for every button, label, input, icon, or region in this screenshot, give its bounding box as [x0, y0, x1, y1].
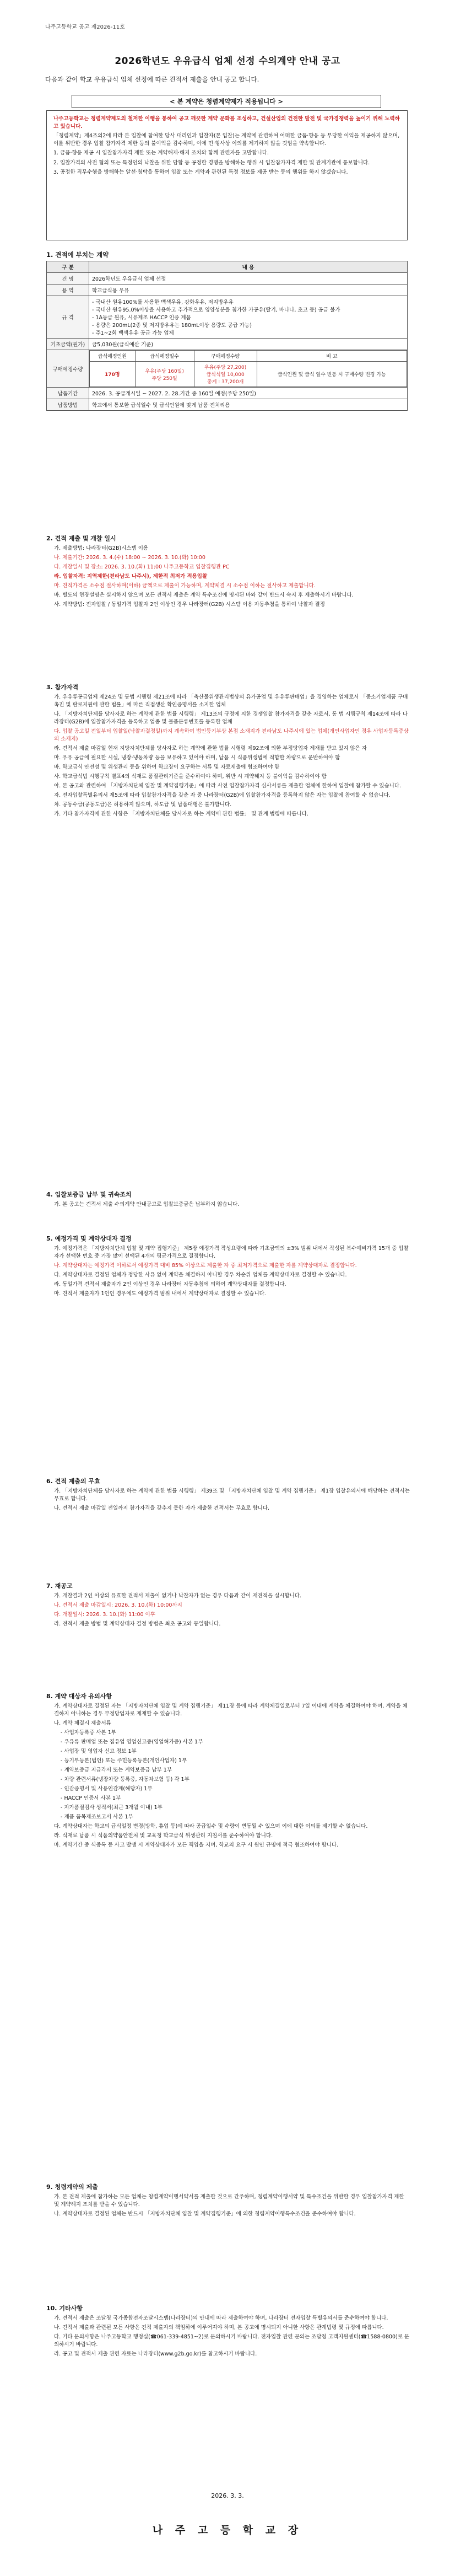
row-value-quantity	[89, 350, 408, 388]
section-line: 가. 제출방법: 나라장터(G2B)시스템 이용	[54, 545, 149, 551]
section-line: 바. 별도의 현장설명은 실시하지 않으며 모든 견적서 제출은 계약 특수조건에 명시된 바와 같이 반드시 숙지 후 제출하시기 바랍니다.	[54, 592, 354, 598]
row-label-category: 용 역	[47, 285, 89, 296]
section-4-title: 4. 입찰보증금 납부 및 귀속조치	[46, 1191, 132, 1198]
section-1-title: 1. 견적에 부치는 계약	[46, 251, 109, 259]
section-line: 나. 제출기간: 2026. 3. 4.(수) 18:00 ~ 2026. 3. 10.(화) 10:00	[54, 555, 205, 561]
section-line: 바. 학교급식 안전성 및 위생관리 등을 위하여 학교장이 요구하는 서류 및 자료제출에 협조하여야 함	[54, 764, 280, 770]
section-6	[46, 1478, 410, 1514]
document-list-item: - 자가품질검사 성적서(최근 3개월 이내) 1부	[61, 1805, 162, 1811]
section-line: 가. 개찰결과 2인 이상의 유효한 견적서 제출이 없거나 낙찰자가 없는 경우 다음과 같이 재견적을 실시합니다.	[54, 1593, 301, 1599]
integrity-notice-lead: 나주고등학교는 청렴계약제도의 철저한 이행을 통하여 공고 깨끗한 계약 문화를 조성하고, 건설산업의 건전한 발전 및 국가경쟁력을 높이기 위해 노력하고 있습니다.	[53, 116, 400, 130]
spec-line: - 용량은 200mL(2종 및 저지방우유는 180mL이상 용량도 공급 가능)	[92, 323, 252, 329]
section-line: 마. 우유 공급에 필요한 시설, 냉장·냉동차량 등을 보유하고 있어야 하며, 납품 시 식품위생법에 적합한 차량으로 운반하여야 함	[54, 755, 340, 761]
section-line: 아. 본 공고와 관련하여 「지방자치단체 입찰 및 계약집행기준」에 따라 사전 입찰참가자격 심사서류를 제출한 업체에 한하여 입찰에 참가할 수 있습니다.	[54, 783, 402, 789]
document-list-item: - 인감증명서 및 사용인감계(해당자) 1부	[61, 1786, 153, 1792]
section-9-title: 9. 청렴계약의 제출	[46, 2183, 98, 2191]
purchase-quantity-line: 총계 : 37,200개	[207, 379, 244, 385]
section-line: 마. 계약기간 중 식중독 등 사고 발생 시 계약상대자가 모든 책임을 지며, 학교의 요구 시 원인 규명에 적극 협조하여야 합니다.	[54, 1842, 339, 1848]
section-line: 가. 견적서 제출은 조달청 국가종합전자조달시스템(나라장터)의 안내에 따라 제출하여야 하며, 나라장터 전자입찰 특별유의서를 준수하여야 합니다.	[54, 2315, 388, 2321]
document-list-item: - 계약보증금 지급각서 또는 계약보증금 납부 1부	[61, 1767, 172, 1773]
section-line: 사. 계약방법: 전자입찰 / 동일가격 입찰자 2인 이상인 경우 나라장터(G2B) 시스템 이용 자동추첨을 통하여 낙찰자 결정	[54, 602, 325, 608]
section-10-title: 10. 기타사항	[46, 2305, 83, 2312]
page-title: 2026학년도 우유급식 업체 선정 수의계약 안내 공고	[115, 56, 340, 67]
section-line: 자. 전자입찰특별유의서 제5조에 따라 입찰참가자격을 갖춘 자 중 나라장터(G2B)에 입찰참가자격을 등록하지 않은 자는 입찰에 참여할 수 없습니다.	[54, 792, 391, 798]
integrity-notice-heading: < 본 계약은 청렴계약제가 적용됩니다 >	[72, 95, 381, 108]
section-line: 라. 공고 및 견적서 제출 관련 자료는 나라장터(www.g2b.go.kr)를 참고하시기 바랍니다.	[54, 2351, 257, 2357]
section-line: 가. 본 공고는 견적서 제출 수의계약 안내공고로 입찰보증금은 납부하지 않습니다.	[54, 1201, 240, 1208]
document-list-item: - HACCP 인증서 사본 1부	[61, 1795, 121, 1801]
section-line: 라. 견적서 제출 마감일 현재 지방자치단체를 당사자로 하는 계약에 관한 법률 시행령 제92조에 의한 부정당업자 제재를 받고 있지 않은 자	[54, 745, 367, 752]
section-line: 나. 견적서 제출 마감일 전일까지 참가자격을 갖추지 못한 자가 제출한 견적서는 무효로 합니다.	[54, 1505, 270, 1511]
integrity-notice-paragraph: 「청렴계약」제4조의2에 따라 본 입찰에 참여한 당사 대리인과 입찰자(본 입찰)는 계약에 관련하여 어떠한 금품·향응 등 부당한 이익을 제공하지 않으며, 이를 위반한 경우 입찰 참가자격 제한 등의 불이익을 감수하며, 이에 민·형사상 이의를 제기하지 않을 것임을 약속합니다.	[53, 133, 400, 147]
section-3-title: 3. 참가자격	[46, 684, 79, 691]
spec-line: - 국내산 원유100%를 사용한 백색우유, 강화우유, 저지방우유	[92, 299, 234, 305]
integrity-notice-box	[46, 110, 408, 240]
principal-signature: 나 주 고 등 학 교 장	[152, 2524, 303, 2536]
people-count: 170명	[90, 362, 136, 387]
section-8	[46, 1693, 410, 1851]
section-9	[46, 2183, 410, 2220]
serving-days-line: 주당 250일	[151, 375, 177, 382]
quantity-note: 급식인원 및 급식 일수 변동 시 구매수량 변경 가능	[257, 362, 407, 387]
spec-line: - 주1~2회 백색우유 공급 가능 업체	[92, 330, 174, 336]
section-line: 나. 계약상대자는 예정가격 이하로서 예정가격 대비 85% 이상으로 제출한 자 중 최저가격으로 제출한 자를 계약상대자로 결정합니다.	[54, 1263, 357, 1269]
section-7	[46, 1582, 410, 1630]
section-5-title: 5. 예정가격 및 계약상대자 결정	[46, 1235, 132, 1242]
serving-days-line: 우유(주당 160일)	[145, 368, 184, 374]
sub-header: 구매예정수량	[194, 351, 257, 362]
announcement-date: 2026. 3. 3.	[211, 2492, 244, 2499]
spec-line: - 1A등급 원유, 시유제조 HACCP 인증 제품	[92, 315, 191, 321]
section-line: 라. 동일가격 견적서 제출자가 2인 이상인 경우 나라장터 자동추첨에 의하여 계약상대자를 결정합니다.	[54, 1281, 286, 1287]
purchase-quantity	[194, 362, 257, 387]
section-line: 나. 계약상대자로 결정된 업체는 반드시 「지방자치단체 입찰 및 계약집행기준」에 의한 청렴계약이행특수조건을 준수하여야 합니다.	[54, 2211, 356, 2217]
section-line: 가. 「지방자치단체를 당사자로 하는 계약에 관한 법률 시행령」 제39조 및 「지방자치단체 입찰 및 계약 집행기준」 제1장 입찰유의서에 해당하는 견적서는 무효로 합니다.	[54, 1488, 410, 1502]
document-list-item: - 제품 품목제조보고서 사본 1부	[61, 1814, 133, 1820]
section-line: 마. 견적서 제출자가 1인인 경우에도 예정가격 범위 내에서 계약상대자로 결정할 수 있습니다.	[54, 1291, 266, 1297]
section-4	[46, 1191, 410, 1210]
row-label-spec: 규 격	[47, 296, 89, 339]
integrity-notice-item: 2. 입찰가격의 사전 협의 또는 특정인의 낙찰을 위한 담합 등 공정한 경쟁을 방해하는 행위 시 입찰참가자격 제한 및 관계기관에 통보합니다.	[53, 159, 370, 166]
section-line: 마. 견적가격은 소수점 절사하며(이하) 금액으로 제출이 가능하며, 계약체결 시 소수점 이하는 절사하고 제출합니다.	[54, 583, 316, 589]
section-6-title: 6. 견적 제출의 무효	[46, 1478, 100, 1485]
section-line: 나. 「지방자치단체를 당사자로 하는 계약에 관한 법률 시행령」 제13조의 규정에 의한 경쟁입찰 참가자격을 갖춘 자로서, 동 법 시행규칙 제14조에 따라 나라장터(G2B)에 입찰참가자격을 등록하고 업종 및 물품분류번호를 등록한 업체	[54, 711, 408, 725]
section-5	[46, 1235, 410, 1300]
quantity-subtable	[89, 350, 407, 387]
row-value-category: 학교급식용 우유	[89, 285, 408, 296]
sub-header: 비 고	[257, 351, 407, 362]
document-list-item: - 사업장 및 영업자 신고 정보 1부	[61, 1748, 137, 1754]
section-line: 차. 공동수급(공동도급)은 허용하지 않으며, 하도급 및 납품대행은 불가합니다.	[54, 802, 232, 808]
row-value-period: 2026. 3. 공급개시일 ~ 2027. 2. 28.기간 중 160일 예정(주당 250일)	[89, 388, 408, 399]
section-line: 나. 견적서 제출 마감일시: 2026. 3. 10.(화) 10:00까지	[54, 1602, 182, 1608]
section-line: 라. 입찰자격: 지역제한(전라남도 나주시), 제한적 최저가 적용입찰	[54, 573, 208, 579]
integrity-notice-item: 3. 공정한 직무수행을 방해하는 알선·청탁을 통하여 입찰 또는 계약과 관련된 특정 정보를 제공 받는 등의 행위를 하지 않겠습니다.	[53, 169, 348, 175]
row-label-name: 건 명	[47, 273, 89, 285]
row-value-place: 학교에서 통보한 급식일수 및 급식인원에 맞게 납품·전처리용	[89, 399, 408, 411]
spec-line: - 국내산 원유95.0%이상을 사용하고 추가적으로 영양성분을 첨가한 가공유(딸기, 바나나, 초코 등) 공급 불가	[92, 307, 340, 313]
section-line: 가. 계약상대자로 결정된 자는 「지방자치단체 입찰 및 계약 집행기준」 제11장 등에 따라 계약체결일로부터 7일 이내에 계약을 체결하여야 하며, 계약을 체결하지 아니하는 경우 부정당업자로 제재할 수 있습니다.	[54, 1703, 408, 1717]
section-line: 다. 기타 문의사항은 나주고등학교 행정실(☎061-339-4851~2)로 문의하시기 바랍니다. 전자입찰 관련 문의는 조달청 고객지원센터(☎1588-0800)로 문의하시기 바랍니다.	[54, 2334, 410, 2348]
section-line: 가. 본 견적 제출에 참가하는 모든 업체는 청렴계약이행서약서를 제출한 것으로 간주하며, 청렴계약이행서약 및 특수조건을 위반한 경우 입찰참가자격 제한 및 계약해지 조치를 받을 수 있습니다.	[54, 2194, 404, 2208]
section-line: 나. 견적서 제출과 관련된 모든 사항은 견적 제출자의 책임하에 이루어져야 하며, 본 공고에 명시되지 아니한 사항은 관계법령 및 규정에 따릅니다.	[54, 2325, 384, 2331]
document-number: 나주고등학교 공고 제2026-11호	[45, 24, 125, 30]
section-2	[46, 535, 410, 610]
row-label-quantity: 구매예정수량	[47, 350, 89, 388]
row-value-name: 2026학년도 우유급식 업체 선정	[89, 273, 408, 285]
document-list-item: - 우유류 판매업 또는 집유업 영업신고증(영업허가증) 사본 1부	[61, 1739, 203, 1745]
section-2-title: 2. 견적 제출 및 개찰 일시	[46, 535, 116, 542]
sub-header: 급식예정인원	[90, 351, 136, 362]
document-list-item: - 등기부등본(법인) 또는 주민등록등본(개인사업자) 1부	[61, 1758, 187, 1764]
section-line: 가. 우유류공급업체 제24조 및 동법 시행령 제21조에 따라 「축산물위생관리법상의 유가공업 및 우유류판매업」을 경영하는 업체로서 「중소기업제품 구매촉진 및 판로지원에 관한 법률」에 따른 직접생산 확인증명서를 소지한 업체	[54, 694, 408, 708]
section-line: 라. 견적서 제출 방법 및 계약상대자 결정 방법은 최초 공고와 동일합니다.	[54, 1621, 221, 1627]
section-line: 다. 개찰일시: 2026. 3. 10.(화) 11:00 이후	[54, 1612, 155, 1618]
row-label-period: 납품기간	[47, 388, 89, 399]
document-list-item: - 차량 관련서류(냉장차량 등록증, 자동차보험 등) 각 1부	[61, 1777, 189, 1783]
table-header-content: 내 용	[89, 261, 408, 273]
contract-info-table	[46, 261, 408, 411]
purchase-quantity-line: 우유(주당 27,200)	[204, 365, 247, 371]
section-line: 가. 예정가격은 「지방자치단체 입찰 및 계약 집행기준」 제5장 예정가격 작성요령에 따라 기초금액의 ±3% 범위 내에서 작성된 복수예비가격 15개 중 입찰자가 선택한 번호 중 가장 많이 선택된 4개의 평균가격으로 결정합니다.	[54, 1246, 409, 1259]
section-10	[46, 2305, 410, 2360]
table-header-item: 구 분	[47, 261, 89, 273]
section-7-title: 7. 재공고	[46, 1582, 73, 1590]
row-value-budget: 금5,030원(급식예산 기준)	[89, 339, 408, 350]
section-line: 다. 계약상대자로 결정된 업체가 정당한 사유 없이 계약을 체결하지 아니할 경우 차순위 업체를 계약상대자로 결정할 수 있습니다.	[54, 1272, 347, 1278]
sub-header: 급식예정일수	[135, 351, 194, 362]
section-8-title: 8. 계약 대상자 유의사항	[46, 1693, 112, 1700]
section-line: 카. 기타 참가자격에 관한 사항은 「지방자치단체를 당사자로 하는 계약에 관한 법률」 및 관계 법령에 따릅니다.	[54, 811, 308, 817]
section-line: 나. 계약 체결시 제출서류	[54, 1720, 111, 1726]
purchase-quantity-line: 급식식일 10,000	[206, 372, 245, 378]
row-label-place: 납품방법	[47, 399, 89, 411]
section-line: 다. 계약상대자는 학교의 급식일정 변경(방학, 휴업 등)에 따라 공급일수 및 수량이 변동될 수 있으며 이에 대한 이의를 제기할 수 없습니다.	[54, 1823, 368, 1829]
integrity-notice-item: 1. 금품·향응 제공 시 입찰참가자격 제한 또는 계약해제·해지 조치와 함께 관련자를 고발합니다.	[53, 150, 269, 156]
section-line: 다. 입찰 공고일 전일부터 입찰일(낙찰자결정일)까지 계속하여 법인등기부상 본점 소재지가 전라남도 나주시에 있는 업체(개인사업자인 경우 사업자등록증상의 소재지)	[54, 728, 409, 742]
row-value-spec	[89, 296, 408, 339]
section-line: 다. 개찰일시 및 장소: 2026. 3. 10.(화) 11:00 나주고등학교 입찰집행관 PC	[54, 564, 230, 570]
section-line: 사. 학교급식법 시행규칙 별표4의 식재료 품질관리기준을 준수하여야 하며, 위반 시 계약해지 등 불이익을 감수하여야 함	[54, 774, 327, 780]
row-label-budget: 기초금액(원가)	[47, 339, 89, 350]
document-list-item: - 사업자등록증 사본 1부	[61, 1730, 117, 1736]
intro-text: 다음과 같이 학교 우유급식 업체 선정에 따른 견적서 제출을 안내 공고 합니다.	[45, 76, 259, 83]
serving-days	[135, 362, 194, 387]
section-line: 라. 식재료 납품 시 식품의약품안전처 및 교육청 학교급식 위생관리 지침서를 준수하여야 합니다.	[54, 1833, 273, 1839]
section-3	[46, 684, 410, 820]
